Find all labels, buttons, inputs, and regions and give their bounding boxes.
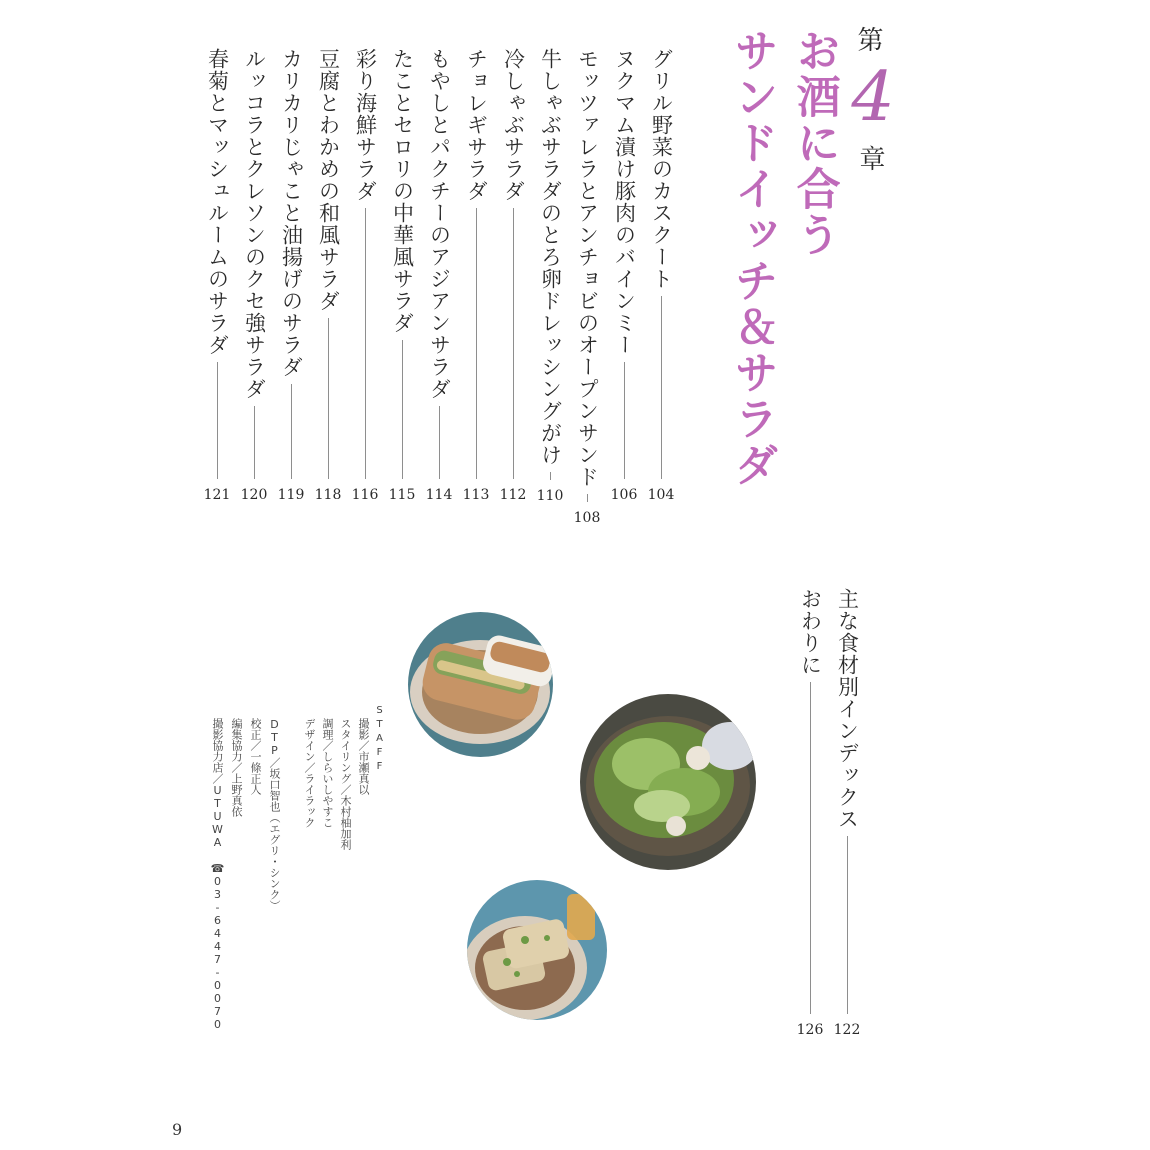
toc-item-page: 122	[833, 1022, 861, 1038]
toc-item[interactable]	[352, 48, 378, 503]
leader-line	[217, 362, 218, 479]
toc-item-page: 108	[573, 510, 601, 526]
chapter-suffix: 章	[855, 145, 885, 171]
staff-credit: 校正／一條正人	[249, 718, 262, 795]
toc-item-page: 113	[462, 487, 490, 503]
toc-item[interactable]	[463, 48, 489, 503]
staff-credit: 編集協力／上野真依	[230, 718, 243, 817]
staff-credit: 撮影／市瀬真以	[357, 718, 370, 795]
toc-item[interactable]	[241, 48, 267, 503]
toc-item-page: 104	[647, 487, 675, 503]
leader-line	[847, 836, 848, 1014]
leader-line	[550, 472, 551, 480]
green-salad-photo	[580, 694, 756, 870]
toc-item-title: 豆腐とわかめの和風サラダ	[316, 48, 341, 312]
chapter-title-line2: サンドイッチ＆サラダ	[726, 28, 778, 488]
toc-item-page: 119	[277, 487, 305, 503]
toc-item[interactable]	[389, 48, 415, 503]
staff-credit: スタイリング／木村柚加利	[339, 718, 352, 850]
toc-item-title: グリル野菜のカスクート	[649, 48, 674, 290]
staff-heading: STAFF	[374, 705, 385, 775]
chapter-title-line1: お酒に合う	[788, 28, 840, 258]
toc-item-page: 118	[314, 487, 342, 503]
page-number: 9	[172, 1120, 183, 1139]
staff-credit: デザイン／ライラック	[303, 718, 316, 828]
toc-item[interactable]	[426, 48, 452, 503]
toc-item-page: 114	[425, 487, 453, 503]
staff-credit: 撮影協力店／UTUWA ☎03-6447-0070	[211, 718, 224, 1031]
toc-item-title: 牛しゃぶサラダのとろ卵ドレッシングがけ	[538, 48, 563, 466]
staff-credit: 調理／しらいしやすこ	[321, 718, 334, 828]
staff-credit: DTP／坂口智也（エグリ・シンク）	[268, 718, 281, 911]
toc-item-page: 106	[610, 487, 638, 503]
toc-item-title: チョレギサラダ	[464, 48, 489, 202]
toc-item-page: 126	[796, 1022, 824, 1038]
toc-item-title: 主な食材別インデックス	[835, 588, 860, 830]
leader-line	[587, 494, 588, 502]
leader-line	[402, 340, 403, 479]
toc-item-page: 116	[351, 487, 379, 503]
toc-item-page: 110	[536, 488, 564, 504]
toc-item-title: ヌクマム漬け豚肉のバインミー	[612, 48, 637, 356]
toc-item[interactable]	[500, 48, 526, 503]
toc-item-title: ルッコラとクレソンのクセ強サラダ	[242, 48, 267, 400]
leader-line	[254, 406, 255, 479]
open-sandwich-photo	[467, 880, 607, 1020]
toc-item[interactable]	[278, 48, 304, 503]
leader-line	[810, 682, 811, 1014]
toc-item-title: 春菊とマッシュルームのサラダ	[205, 48, 230, 356]
leader-line	[661, 296, 662, 479]
leader-line	[476, 208, 477, 479]
toc-item-title: たことセロリの中華風サラダ	[390, 48, 415, 334]
toc-afterword-item[interactable]	[797, 588, 823, 1038]
chapter-number: 4	[851, 58, 895, 137]
leader-line	[513, 208, 514, 479]
toc-item[interactable]	[537, 48, 563, 503]
toc-item-title: 冷しゃぶサラダ	[501, 48, 526, 202]
leader-line	[624, 362, 625, 479]
sandwich-photo	[408, 612, 553, 757]
chapter-prefix: 第	[853, 26, 883, 52]
toc-item-title: モッツァレラとアンチョビのオープンサンド	[575, 48, 600, 488]
toc-item-page: 112	[499, 487, 527, 503]
toc-item-title: もやしとパクチーのアジアンサラダ	[427, 48, 452, 400]
toc-item-page: 121	[203, 487, 231, 503]
leader-line	[439, 406, 440, 479]
toc-item-page: 115	[388, 487, 416, 503]
leader-line	[365, 208, 366, 479]
toc-item-title: おわりに	[798, 588, 823, 676]
toc-item-page: 120	[240, 487, 268, 503]
toc-item[interactable]	[611, 48, 637, 503]
toc-item[interactable]	[315, 48, 341, 503]
toc-item[interactable]	[204, 48, 230, 503]
toc-item[interactable]	[573, 48, 601, 526]
leader-line	[291, 384, 292, 479]
toc-index-item[interactable]	[834, 588, 860, 1038]
toc-item-title: カリカリじゃこと油揚げのサラダ	[279, 48, 304, 378]
leader-line	[328, 318, 329, 479]
toc-item[interactable]	[648, 48, 674, 503]
toc-item-title: 彩り海鮮サラダ	[353, 48, 378, 202]
